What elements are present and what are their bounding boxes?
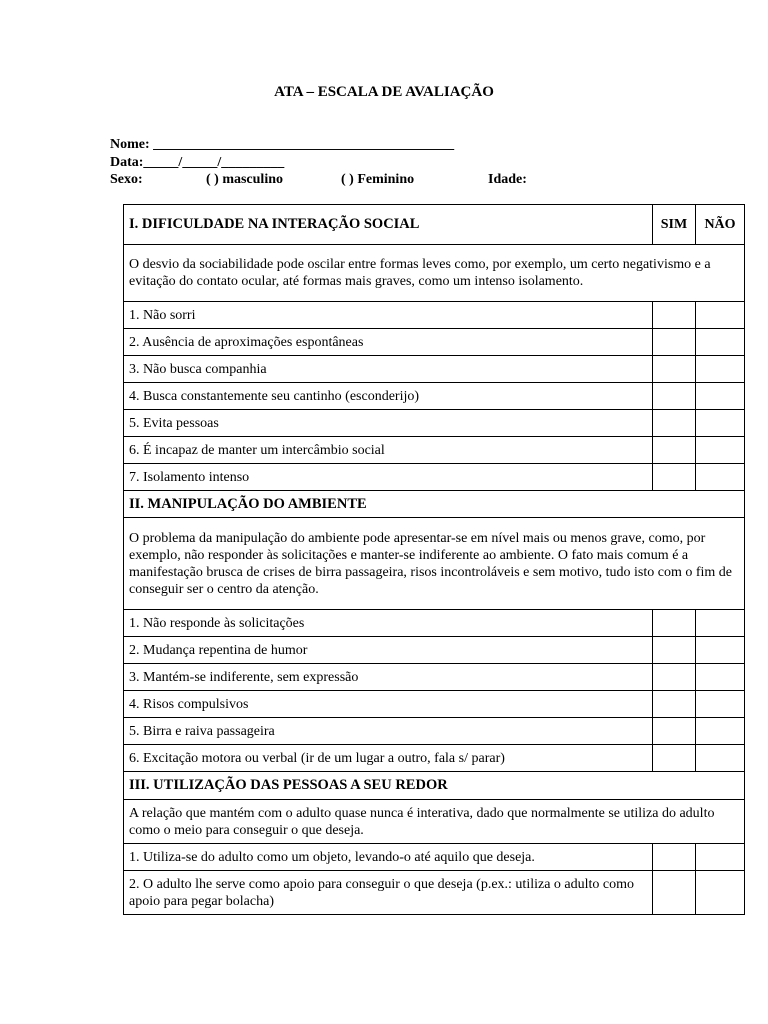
yes-checkbox[interactable]: [653, 329, 696, 356]
item-row: [124, 383, 745, 410]
section-description-row: [124, 518, 745, 610]
yes-checkbox[interactable]: [653, 410, 696, 437]
item-row: [124, 329, 745, 356]
item-label: 2. Mudança repentina de humor: [124, 637, 653, 664]
yes-checkbox[interactable]: [653, 637, 696, 664]
section-heading: III. UTILIZAÇÃO DAS PESSOAS A SEU REDOR: [124, 772, 745, 800]
item-label: 4. Busca constantemente seu cantinho (esconderijo): [124, 383, 653, 410]
no-checkbox[interactable]: [696, 871, 745, 915]
item-label: 4. Risos compulsivos: [124, 691, 653, 718]
item-label: 6. É incapaz de manter um intercâmbio social: [124, 437, 653, 464]
no-checkbox[interactable]: [696, 329, 745, 356]
item-row: [124, 871, 745, 915]
no-column-header: NÃO: [696, 205, 745, 245]
item-row: [124, 691, 745, 718]
no-checkbox[interactable]: [696, 410, 745, 437]
no-checkbox[interactable]: [696, 844, 745, 871]
no-checkbox[interactable]: [696, 718, 745, 745]
female-option[interactable]: ( ) Feminino: [341, 172, 415, 187]
item-label: 2. Ausência de aproximações espontâneas: [124, 329, 653, 356]
sex-row: [110, 172, 550, 190]
evaluation-table: [123, 204, 745, 915]
yes-checkbox[interactable]: [653, 302, 696, 329]
item-row: [124, 718, 745, 745]
date-line[interactable]: Data:_____/_____/_________: [110, 155, 285, 170]
no-checkbox[interactable]: [696, 610, 745, 637]
item-row: [124, 356, 745, 383]
item-row: [124, 464, 745, 491]
yes-checkbox[interactable]: [653, 437, 696, 464]
yes-checkbox[interactable]: [653, 356, 696, 383]
section-description: O desvio da sociabilidade pode oscilar entre formas leves como, por exemplo, um certo negativismo e a evitação do contato ocular, até formas mais graves, como um intenso isolamento.: [124, 245, 745, 302]
item-label: 5. Evita pessoas: [124, 410, 653, 437]
male-option[interactable]: ( ) masculino: [206, 172, 283, 187]
section-header-row: [124, 772, 745, 800]
section-header-row: [124, 205, 745, 245]
no-checkbox[interactable]: [696, 664, 745, 691]
item-label: 1. Não sorri: [124, 302, 653, 329]
yes-checkbox[interactable]: [653, 610, 696, 637]
section-description: A relação que mantém com o adulto quase nunca é interativa, dado que normalmente se utiliza do adulto como o meio para conseguir o que deseja.: [124, 800, 745, 844]
section-heading: II. MANIPULAÇÃO DO AMBIENTE: [124, 491, 745, 518]
item-label: 5. Birra e raiva passageira: [124, 718, 653, 745]
yes-checkbox[interactable]: [653, 745, 696, 772]
item-label: 1. Utiliza-se do adulto como um objeto, levando-o até aquilo que deseja.: [124, 844, 653, 871]
no-checkbox[interactable]: [696, 302, 745, 329]
page-title: ATA – ESCALA DE AVALIAÇÃO: [274, 84, 494, 100]
section-description-row: [124, 800, 745, 844]
item-row: [124, 610, 745, 637]
item-row: [124, 844, 745, 871]
no-checkbox[interactable]: [696, 383, 745, 410]
item-row: [124, 410, 745, 437]
no-checkbox[interactable]: [696, 637, 745, 664]
item-label: 1. Não responde às solicitações: [124, 610, 653, 637]
item-row: [124, 437, 745, 464]
no-checkbox[interactable]: [696, 464, 745, 491]
yes-checkbox[interactable]: [653, 844, 696, 871]
yes-checkbox[interactable]: [653, 383, 696, 410]
item-row: [124, 637, 745, 664]
section-heading: I. DIFICULDADE NA INTERAÇÃO SOCIAL: [124, 205, 653, 245]
item-row: [124, 745, 745, 772]
yes-column-header: SIM: [653, 205, 696, 245]
section-description: O problema da manipulação do ambiente pode apresentar-se em nível mais ou menos grave, como, por exemplo, não responder às solicitações e manter-se indiferente ao ambiente. O fato mais comum é a manifestação brusca de crises de birra passageira, risos incontroláveis e sem motivo, tudo isto com o fim de conseguir ser o centro da atenção.: [124, 518, 745, 610]
no-checkbox[interactable]: [696, 745, 745, 772]
section-header-row: [124, 491, 745, 518]
section-description-row: [124, 245, 745, 302]
yes-checkbox[interactable]: [653, 691, 696, 718]
no-checkbox[interactable]: [696, 437, 745, 464]
yes-checkbox[interactable]: [653, 464, 696, 491]
age-label: Idade:: [488, 172, 527, 187]
name-line[interactable]: Nome: ___________________________________________: [110, 137, 455, 152]
item-row: [124, 302, 745, 329]
item-label: 7. Isolamento intenso: [124, 464, 653, 491]
item-label: 3. Não busca companhia: [124, 356, 653, 383]
item-row: [124, 664, 745, 691]
no-checkbox[interactable]: [696, 691, 745, 718]
item-label: 6. Excitação motora ou verbal (ir de um lugar a outro, fala s/ parar): [124, 745, 653, 772]
item-label: 2. O adulto lhe serve como apoio para conseguir o que deseja (p.ex.: utiliza o adulto como apoio para pegar bolacha): [124, 871, 653, 915]
item-label: 3. Mantém-se indiferente, sem expressão: [124, 664, 653, 691]
yes-checkbox[interactable]: [653, 871, 696, 915]
no-checkbox[interactable]: [696, 356, 745, 383]
yes-checkbox[interactable]: [653, 664, 696, 691]
sex-label: Sexo:: [110, 172, 143, 187]
yes-checkbox[interactable]: [653, 718, 696, 745]
